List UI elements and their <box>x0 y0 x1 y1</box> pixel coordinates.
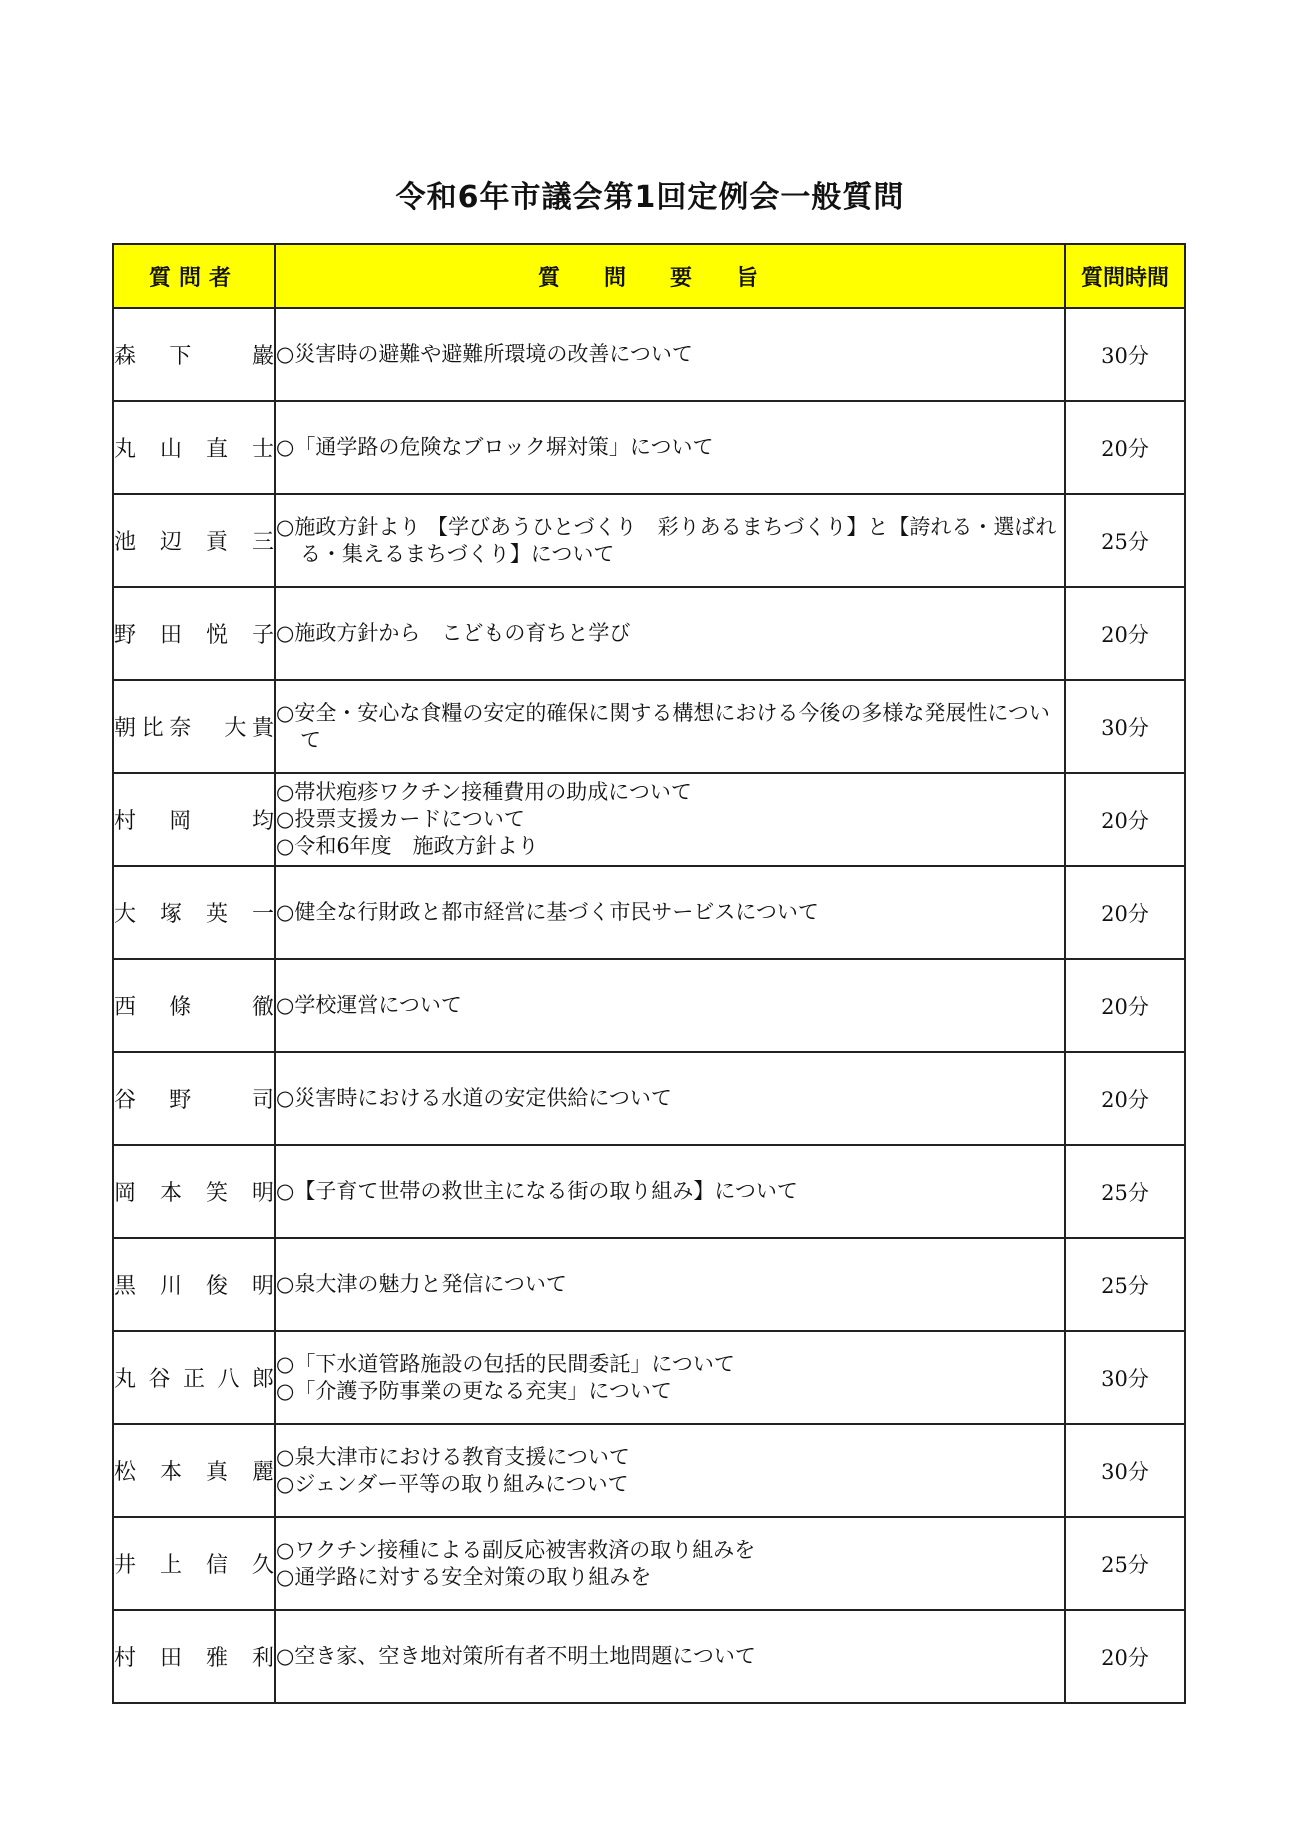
asker-name: 岡 本 笑 明 <box>114 1181 274 1206</box>
summary-item: ○空き家、空き地対策所有者不明土地問題について <box>276 1644 756 1668</box>
asker-name: 朝比奈 大貴 <box>114 716 274 741</box>
asker-name: 野 田 悦 子 <box>114 623 274 648</box>
table-header <box>113 244 1185 308</box>
asker-cell <box>113 1145 275 1238</box>
asker-cell <box>113 587 275 680</box>
question-time: 20分 <box>1065 866 1185 959</box>
asker-cell <box>113 494 275 587</box>
asker-name: 西 條 徹 <box>114 995 274 1020</box>
question-time: 30分 <box>1065 308 1185 401</box>
asker-cell <box>113 401 275 494</box>
summary-cell <box>275 401 1065 494</box>
question-time: 20分 <box>1065 1610 1185 1703</box>
asker-name: 村 岡 均 <box>114 809 274 834</box>
header-summary: 質問要旨 <box>275 244 1065 308</box>
asker-name: 井 上 信 久 <box>114 1553 274 1578</box>
summary-item: ○泉大津市における教育支援について <box>276 1444 630 1469</box>
summary-item: ○ジェンダー平等の取り組みについて <box>276 1471 629 1496</box>
table-row <box>113 1517 1185 1610</box>
question-time: 20分 <box>1065 587 1185 680</box>
summary-cell <box>275 308 1065 401</box>
asker-cell <box>113 308 275 401</box>
summary-item: ○ワクチン接種による副反応被害救済の取り組みを <box>276 1537 756 1562</box>
asker-cell <box>113 1052 275 1145</box>
summary-cell <box>275 959 1065 1052</box>
asker-name: 丸 山 直 士 <box>114 437 274 462</box>
question-time: 25分 <box>1065 494 1185 587</box>
question-time: 20分 <box>1065 1052 1185 1145</box>
summary-cell <box>275 1610 1065 1703</box>
header-row <box>113 244 1185 308</box>
summary-item: ○健全な行財政と都市経営に基づく市民サービスについて <box>276 900 819 924</box>
summary-cell <box>275 773 1065 866</box>
summary-item: ○安全・安心な食糧の安定的確保に関する構想における今後の多様な発展性について <box>276 700 1050 752</box>
summary-item: ○施政方針から こどもの育ちと学び <box>276 621 631 645</box>
asker-name: 松 本 真 麗 <box>114 1460 274 1485</box>
table-row <box>113 401 1185 494</box>
asker-name: 森 下 巖 <box>114 344 274 369</box>
asker-cell <box>113 866 275 959</box>
asker-cell <box>113 1610 275 1703</box>
summary-item: ○【子育て世帯の救世主になる街の取り組み】について <box>276 1179 798 1203</box>
question-time: 30分 <box>1065 1424 1185 1517</box>
summary-cell <box>275 1145 1065 1238</box>
asker-name: 大 塚 英 一 <box>114 902 274 927</box>
summary-cell <box>275 494 1065 587</box>
table-row <box>113 1424 1185 1517</box>
question-time: 25分 <box>1065 1145 1185 1238</box>
table-row <box>113 1610 1185 1703</box>
asker-cell <box>113 1517 275 1610</box>
summary-item: ○令和6年度 施政方針より <box>276 834 539 858</box>
summary-cell <box>275 587 1065 680</box>
table-row <box>113 866 1185 959</box>
header-time: 質問時間 <box>1065 244 1185 308</box>
table-row <box>113 1052 1185 1145</box>
question-time: 25分 <box>1065 1517 1185 1610</box>
page-title: 令和6年市議会第1回定例会一般質問 <box>395 180 905 215</box>
table-row <box>113 1331 1185 1424</box>
summary-item: ○帯状疱疹ワクチン接種費用の助成について <box>276 780 692 804</box>
summary-item: ○投票支援カードについて <box>276 807 525 831</box>
asker-name: 丸谷正八郎 <box>114 1367 274 1392</box>
question-time: 20分 <box>1065 773 1185 866</box>
summary-item: ○「介護予防事業の更なる充実」について <box>276 1378 672 1403</box>
asker-cell <box>113 773 275 866</box>
question-time: 20分 <box>1065 959 1185 1052</box>
question-time: 20分 <box>1065 401 1185 494</box>
question-time: 25分 <box>1065 1238 1185 1331</box>
table-row <box>113 773 1185 866</box>
summary-cell <box>275 1424 1065 1517</box>
asker-name: 池 辺 貢 三 <box>114 530 274 555</box>
summary-cell <box>275 1517 1065 1610</box>
asker-cell <box>113 680 275 773</box>
table-row <box>113 587 1185 680</box>
table-row <box>113 494 1185 587</box>
header-asker: 質問者 <box>113 244 275 308</box>
asker-name: 村 田 雅 利 <box>114 1646 274 1671</box>
table-row <box>113 308 1185 401</box>
general-question-table <box>112 243 1186 1704</box>
summary-cell <box>275 1238 1065 1331</box>
asker-cell <box>113 1331 275 1424</box>
asker-name: 谷 野 司 <box>114 1088 274 1113</box>
table-body <box>113 308 1185 1703</box>
summary-item: ○災害時の避難や避難所環境の改善について <box>276 342 693 366</box>
asker-cell <box>113 1238 275 1331</box>
question-time: 30分 <box>1065 1331 1185 1424</box>
asker-cell <box>113 1424 275 1517</box>
summary-item: ○施政方針より 【学びあうひとづくり 彩りあるまちづくり】と【誇れる・選ばれる・集えるまちづくり】について <box>276 514 1057 566</box>
summary-item: ○災害時における水道の安定供給について <box>276 1086 672 1110</box>
summary-item: ○学校運営について <box>276 993 462 1017</box>
asker-name: 黒 川 俊 明 <box>114 1274 274 1299</box>
summary-cell <box>275 866 1065 959</box>
summary-item: ○「下水道管路施設の包括的民間委託」について <box>276 1351 735 1376</box>
summary-item: ○泉大津の魅力と発信について <box>276 1272 567 1296</box>
asker-cell <box>113 959 275 1052</box>
table-row <box>113 680 1185 773</box>
summary-item: ○「通学路の危険なブロック塀対策」について <box>276 435 714 459</box>
summary-cell <box>275 680 1065 773</box>
table-row <box>113 959 1185 1052</box>
summary-cell <box>275 1331 1065 1424</box>
question-time: 30分 <box>1065 680 1185 773</box>
summary-item: ○通学路に対する安全対策の取り組みを <box>276 1564 652 1589</box>
table-row <box>113 1238 1185 1331</box>
table-row <box>113 1145 1185 1238</box>
summary-cell <box>275 1052 1065 1145</box>
